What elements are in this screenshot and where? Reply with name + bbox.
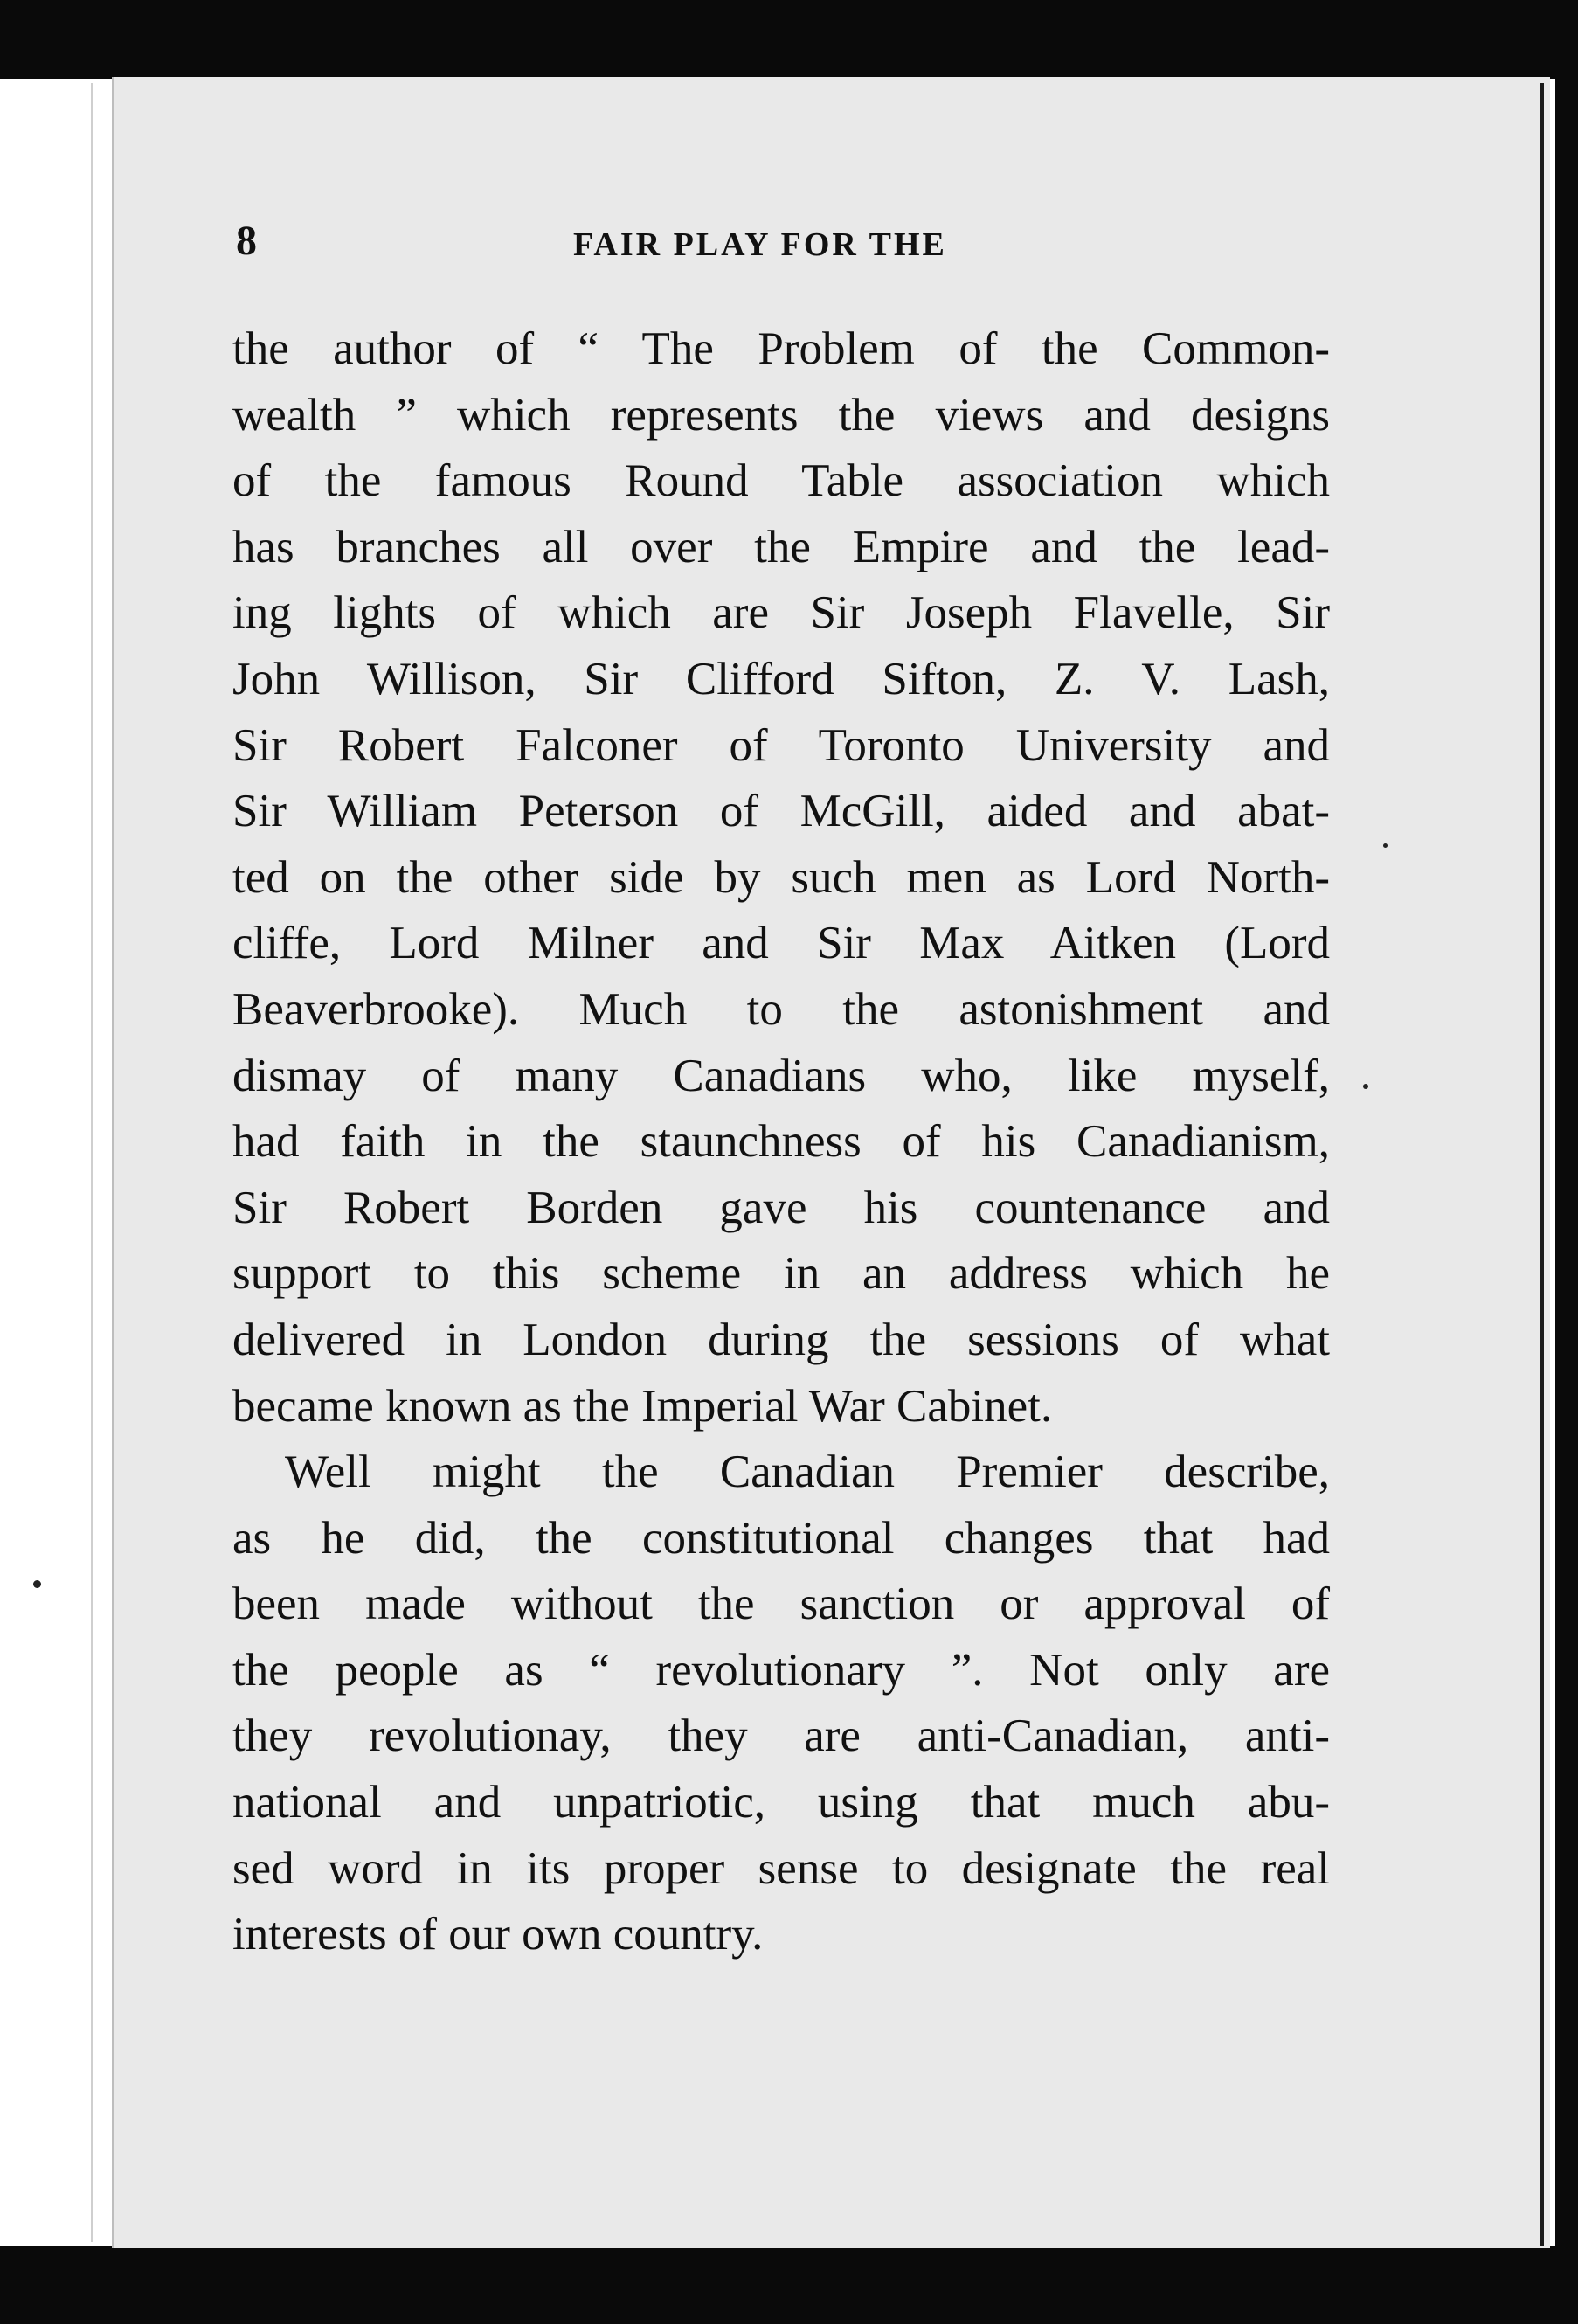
text-line: ing lights of which are Sir Joseph Flavelle, Sir — [232, 587, 1330, 639]
text-line: has branches all over the Empire and the lead- — [232, 521, 1330, 572]
text-line: became known as the Imperial War Cabinet. — [232, 1380, 1053, 1432]
scan-speck — [1383, 843, 1388, 848]
paragraph-1 — [232, 316, 1330, 1439]
text-line: Sir Robert Borden gave his countenance and — [232, 1182, 1330, 1233]
text-line: of the famous Round Table association which — [232, 455, 1330, 507]
paragraph-2 — [232, 1439, 1330, 1968]
text-line: interests of our own country. — [232, 1909, 764, 1960]
page-number: 8 — [236, 218, 257, 264]
page-edge-left — [91, 83, 93, 2242]
page-edge-right — [1540, 83, 1544, 2246]
text-line: delivered in London during the sessions of what — [232, 1314, 1330, 1365]
page-header — [236, 217, 1328, 278]
scan-border-top — [0, 0, 1578, 79]
text-line: sed word in its proper sense to designate the real — [232, 1842, 1330, 1894]
text-line: support to this scheme in an address which he — [232, 1248, 1330, 1300]
text-line: Sir William Peterson of McGill, aided and abat- — [232, 786, 1330, 837]
running-title: FAIR PLAY FOR THE — [573, 226, 947, 263]
body-text — [232, 316, 1330, 1968]
scan-speck — [33, 1580, 41, 1588]
text-line: had faith in the staunchness of his Canadianism, — [232, 1116, 1330, 1168]
scan-speck — [1363, 1084, 1368, 1089]
text-line: national and unpatriotic, using that much abu- — [232, 1777, 1330, 1828]
text-line: they revolutionay, they are anti-Canadian, anti- — [232, 1710, 1330, 1762]
text-line: dismay of many Canadians who, like myself, — [232, 1050, 1330, 1101]
scan-border-bottom — [0, 2246, 1578, 2324]
scan-border-right — [1555, 0, 1578, 2324]
text-line: Well might the Canadian Premier describe, — [285, 1446, 1330, 1498]
text-line: cliffe, Lord Milner and Sir Max Aitken (Lord — [232, 918, 1330, 969]
text-line: been made without the sanction or approval of — [232, 1578, 1330, 1630]
text-line: ted on the other side by such men as Lord North- — [232, 851, 1330, 903]
text-line: John Willison, Sir Clifford Sifton, Z. V. Lash, — [232, 653, 1330, 704]
text-line: the author of “ The Problem of the Common- — [232, 323, 1330, 374]
text-line: the people as “ revolutionary ”. Not only are — [232, 1644, 1330, 1696]
text-line: Sir Robert Falconer of Toronto University and — [232, 719, 1330, 771]
text-line: Beaverbrooke). Much to the astonishment and — [232, 983, 1330, 1035]
text-line: as he did, the constitutional changes that had — [232, 1512, 1330, 1564]
text-line: wealth ” which represents the views and designs — [232, 389, 1330, 441]
